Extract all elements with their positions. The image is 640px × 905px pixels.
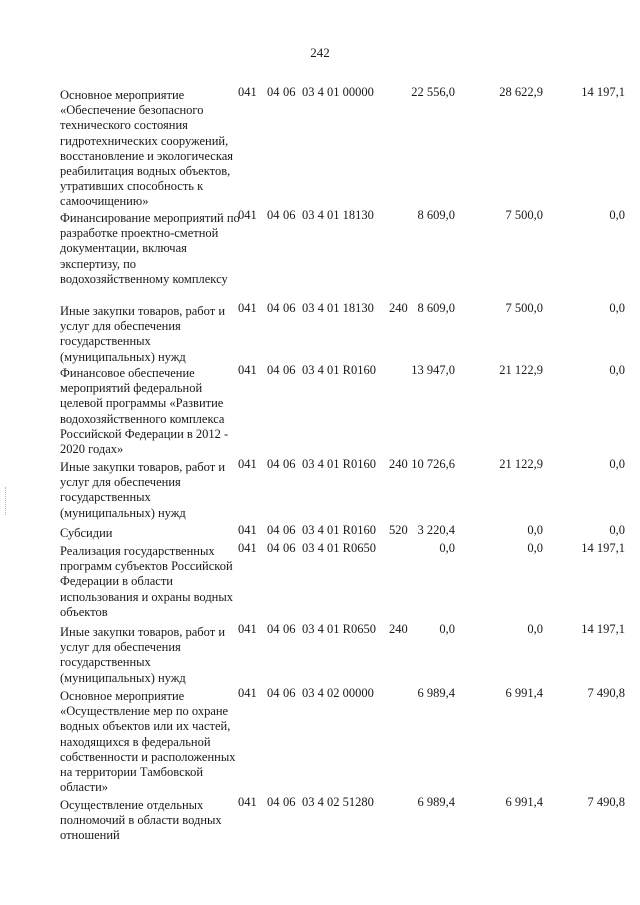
code-gr: 041 [238, 208, 257, 222]
amount-2018: 3 220,4 [417, 523, 455, 537]
code-rz: 04 [267, 795, 280, 809]
code-pr: 06 [283, 85, 296, 99]
amount-2020: 14 197,1 [581, 622, 625, 636]
code-gr: 041 [238, 301, 257, 315]
amount-2019: 6 991,4 [505, 795, 543, 809]
code-cs: 03 4 01 R0160 [302, 523, 376, 537]
amount-2020: 14 197,1 [581, 85, 625, 99]
amount-2019: 0,0 [527, 622, 543, 636]
code-gr: 041 [238, 85, 257, 99]
code-rz: 04 [267, 363, 280, 377]
amount-2020: 0,0 [609, 208, 625, 222]
code-rz: 04 [267, 457, 280, 471]
code-rz: 04 [267, 208, 280, 222]
code-rz: 04 [267, 85, 280, 99]
code-pr: 06 [283, 208, 296, 222]
code-cs: 03 4 02 51280 [302, 795, 374, 809]
amount-2019: 0,0 [527, 541, 543, 555]
amount-2018: 22 556,0 [411, 85, 455, 99]
row-name: Основное мероприятие «Обеспечение безопасного технического состояния гидротехнических сооружений, восстановление и экологическая реабилитация водных объектов, утративших способность к самоочищению» [60, 88, 234, 209]
code-gr: 041 [238, 457, 257, 471]
code-vr: 240 [389, 457, 408, 471]
code-gr: 041 [238, 795, 257, 809]
code-pr: 06 [283, 795, 296, 809]
code-cs: 03 4 01 18130 [302, 301, 374, 315]
amount-2018: 10 726,6 [411, 457, 455, 471]
amount-2020: 0,0 [609, 523, 625, 537]
amount-2019: 21 122,9 [499, 363, 543, 377]
amount-2019: 28 622,9 [499, 85, 543, 99]
code-pr: 06 [283, 541, 296, 555]
amount-2018: 8 609,0 [417, 301, 455, 315]
amount-2018: 13 947,0 [411, 363, 455, 377]
code-pr: 06 [283, 457, 296, 471]
code-gr: 041 [238, 523, 257, 537]
code-pr: 06 [283, 523, 296, 537]
code-cs: 03 4 01 R0650 [302, 541, 376, 555]
row-name: Финансирование мероприятий по разработке проектно-сметной документации, включая экспертизу, по водохозяйственному комплексу [60, 211, 240, 286]
row-name: Субсидии [60, 526, 113, 540]
amount-2020: 0,0 [609, 363, 625, 377]
code-rz: 04 [267, 622, 280, 636]
amount-2019: 0,0 [527, 523, 543, 537]
row-name: Иные закупки товаров, работ и услуг для обеспечения государственных (муниципальных) нужд [60, 460, 226, 520]
row-name: Иные закупки товаров, работ и услуг для обеспечения государственных (муниципальных) нужд [60, 304, 226, 364]
code-rz: 04 [267, 541, 280, 555]
code-cs: 03 4 01 R0160 [302, 457, 376, 471]
code-gr: 041 [238, 541, 257, 555]
row-name: Финансовое обеспечение мероприятий федеральной целевой программы «Развитие водохозяйственного комплекса Российской Федерации в 2012 - 2020 годах» [60, 366, 229, 457]
amount-2018: 6 989,4 [417, 686, 455, 700]
row-name: Реализация государственных программ субъектов Российской Федерации в области использования и охраны водных объектов [60, 544, 234, 619]
code-rz: 04 [267, 523, 280, 537]
amount-2019: 7 500,0 [505, 208, 543, 222]
code-vr: 520 [389, 523, 408, 537]
amount-2020: 7 490,8 [587, 795, 625, 809]
code-cs: 03 4 01 00000 [302, 85, 374, 99]
amount-2018: 8 609,0 [417, 208, 455, 222]
code-cs: 03 4 01 R0650 [302, 622, 376, 636]
code-cs: 03 4 01 18130 [302, 208, 374, 222]
amount-2020: 7 490,8 [587, 686, 625, 700]
amount-2020: 0,0 [609, 301, 625, 315]
row-name: Основное мероприятие «Осуществление мер по охране водных объектов или их частей, находящихся в федеральной собственности и расположенных на территории Тамбовской области» [60, 689, 236, 795]
code-pr: 06 [283, 363, 296, 377]
code-vr: 240 [389, 622, 408, 636]
code-pr: 06 [283, 686, 296, 700]
code-vr: 240 [389, 301, 408, 315]
row-name: Осуществление отдельных полномочий в области водных отношений [60, 798, 222, 843]
amount-2019: 6 991,4 [505, 686, 543, 700]
amount-2018: 0,0 [439, 622, 455, 636]
code-gr: 041 [238, 686, 257, 700]
code-rz: 04 [267, 301, 280, 315]
amount-2020: 14 197,1 [581, 541, 625, 555]
code-gr: 041 [238, 622, 257, 636]
scan-artifact [5, 487, 9, 515]
page-number: 242 [310, 45, 330, 60]
code-cs: 03 4 02 00000 [302, 686, 374, 700]
code-pr: 06 [283, 301, 296, 315]
amount-2020: 0,0 [609, 457, 625, 471]
amount-2018: 0,0 [439, 541, 455, 555]
code-gr: 041 [238, 363, 257, 377]
amount-2019: 7 500,0 [505, 301, 543, 315]
code-cs: 03 4 01 R0160 [302, 363, 376, 377]
code-rz: 04 [267, 686, 280, 700]
code-pr: 06 [283, 622, 296, 636]
amount-2018: 6 989,4 [417, 795, 455, 809]
row-name: Иные закупки товаров, работ и услуг для обеспечения государственных (муниципальных) нужд [60, 625, 226, 685]
amount-2019: 21 122,9 [499, 457, 543, 471]
